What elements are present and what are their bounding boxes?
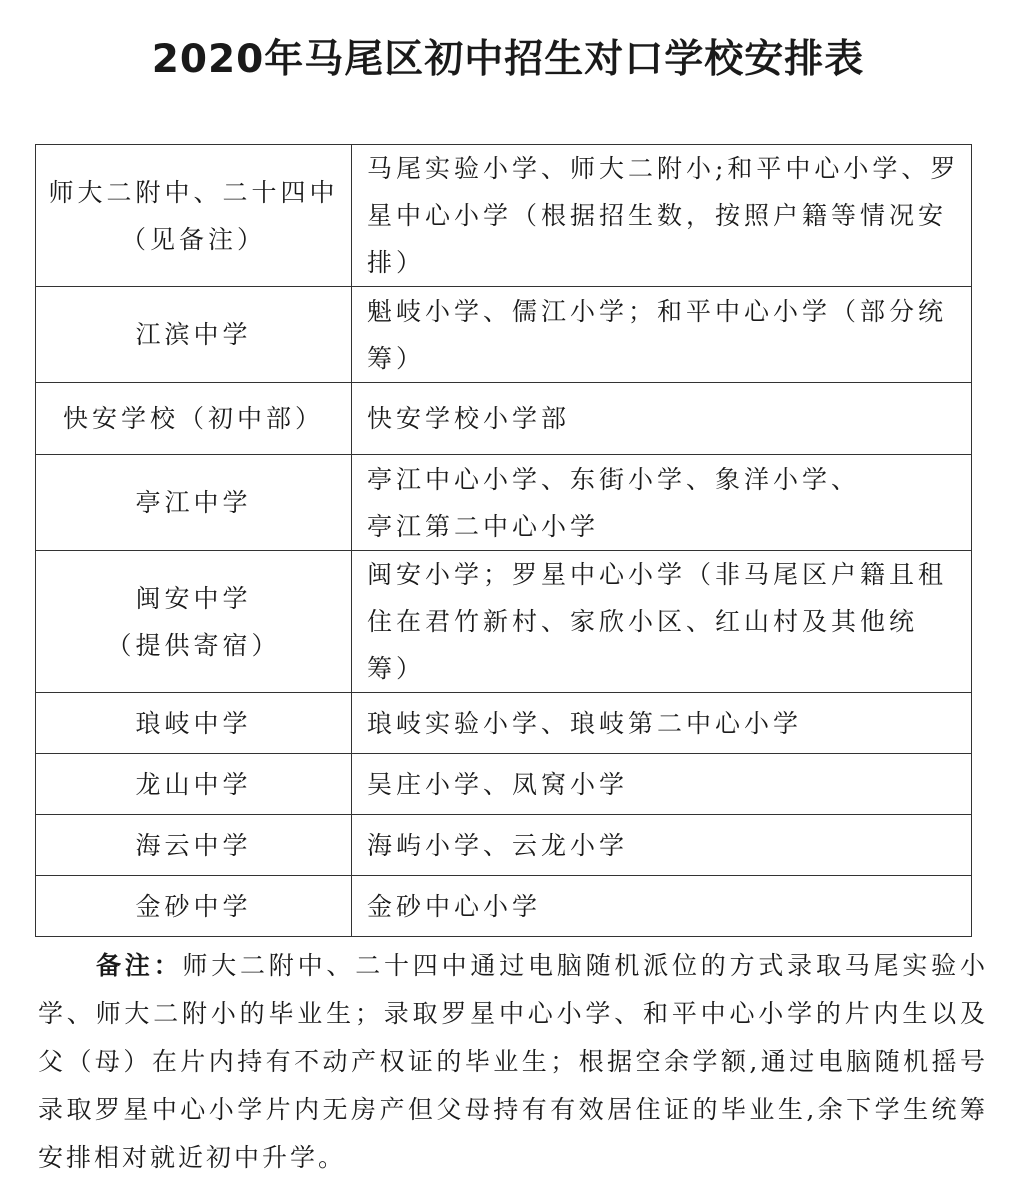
middle-school-name: 龙山中学 [135, 769, 252, 799]
page-title: 2020年马尾区初中招生对口学校安排表 [151, 37, 865, 82]
note-text: 师大二附中、二十四中通过电脑随机派位的方式录取马尾实验小学、师大二附小的毕业生；录取罗星中心小学、和平中心小学的片内生以及父（母）在片内持有不动产权证的毕业生；根据空余学额,通过电脑随机摇号录取罗星中心小学片内无房产但父母持有有效居住证的毕业生,余下学生统筹安排相对就近初中升学。 [38, 951, 988, 1172]
middle-school-name: 海云中学 [135, 830, 252, 860]
primary-schools-list: 闽安小学；罗星中心小学（非马尾区户籍且租住在君竹新村、家欣小区、红山村及其他统筹） [367, 560, 948, 683]
primary-schools-cell [352, 551, 972, 693]
primary-schools-list: 金砂中心小学 [367, 891, 542, 921]
table-row [36, 287, 972, 383]
middle-school-name: 琅岐中学 [135, 708, 252, 738]
table-row [36, 693, 972, 754]
middle-school-cell [36, 145, 352, 287]
note-label: 备注： [96, 951, 183, 980]
middle-school-cell [36, 754, 352, 815]
middle-school-name: 金砂中学 [135, 891, 252, 921]
primary-schools-list: 魁岐小学、儒江小学；和平中心小学（部分统筹） [367, 296, 948, 373]
middle-school-cell [36, 815, 352, 876]
middle-school-cell [36, 383, 352, 455]
middle-school-cell [36, 876, 352, 937]
middle-school-cell [36, 551, 352, 693]
middle-school-cell [36, 287, 352, 383]
primary-schools-cell [352, 383, 972, 455]
table-row [36, 455, 972, 551]
primary-schools-cell [352, 815, 972, 876]
primary-schools-cell [352, 145, 972, 287]
primary-schools-list: 琅岐实验小学、琅岐第二中心小学 [367, 708, 803, 738]
table-body [36, 145, 972, 937]
middle-school-cell [36, 455, 352, 551]
primary-schools-list: 吴庄小学、凤窝小学 [367, 769, 629, 799]
middle-school-name: 亭江中学 [135, 488, 252, 517]
school-assignment-table [35, 144, 972, 937]
middle-school-name: 闽安中学 （提供寄宿） [106, 583, 281, 660]
middle-school-name: 快安学校（初中部） [62, 404, 324, 433]
primary-schools-list: 马尾实验小学、师大二附小;和平中心小学、罗星中心小学（根据招生数，按照户籍等情况安排） [367, 154, 960, 277]
table-row [36, 383, 972, 455]
primary-schools-cell [352, 287, 972, 383]
primary-schools-list: 海屿小学、云龙小学 [367, 830, 629, 860]
primary-schools-cell [352, 876, 972, 937]
table-row [36, 551, 972, 693]
primary-schools-cell [352, 754, 972, 815]
primary-schools-list: 快安学校小学部 [367, 404, 571, 433]
middle-school-cell [36, 693, 352, 754]
middle-school-name: 江滨中学 [135, 320, 252, 349]
table-row [36, 754, 972, 815]
table-row [36, 145, 972, 287]
middle-school-name: 师大二附中、二十四中 （见备注） [48, 177, 339, 254]
primary-schools-cell [352, 455, 972, 551]
primary-schools-cell [352, 693, 972, 754]
table-row [36, 815, 972, 876]
table-row [36, 876, 972, 937]
note-paragraph [38, 942, 988, 1182]
primary-schools-list: 亭江中心小学、东街小学、象洋小学、 亭江第二中心小学 [367, 464, 861, 541]
